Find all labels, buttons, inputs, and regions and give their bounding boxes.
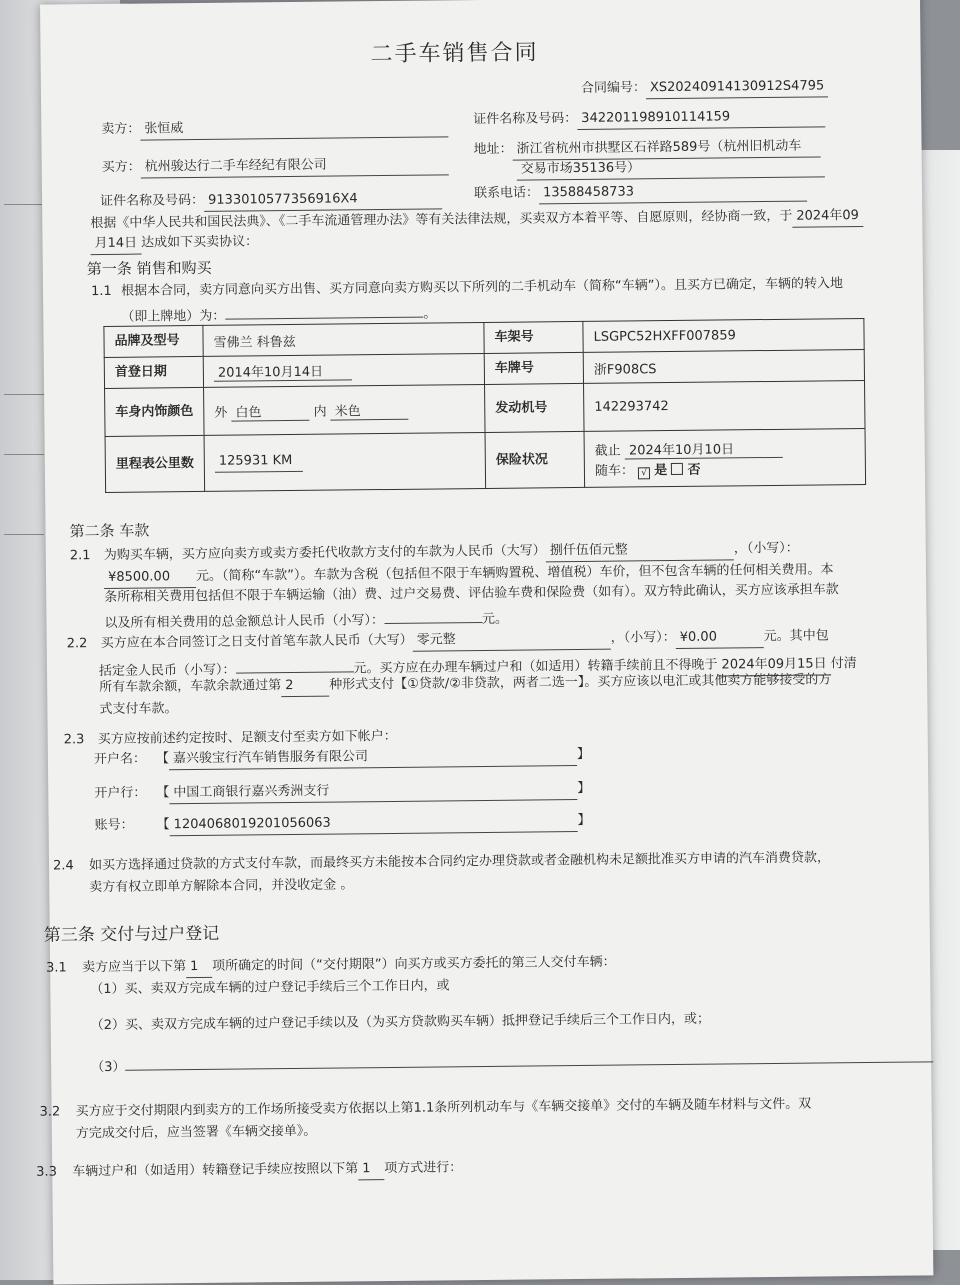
clause-3-2-line2: 方完成交付后，应当签署《车辆交接单》。 <box>75 1123 317 1142</box>
clause-3-3 <box>36 1158 462 1183</box>
payment-way: 2 <box>281 676 329 698</box>
preamble-date-day: 月14日 <box>90 234 141 256</box>
inner-color-value: 米色 <box>331 399 409 420</box>
account-number-value: 1204068019201056063 <box>170 811 578 836</box>
outer-color-value: 白色 <box>231 400 309 421</box>
insurance-with-car <box>595 457 855 480</box>
clause-text: （即上牌地）为： <box>121 308 226 325</box>
clause-2-4-line2: 卖方有权立即单方解除本合同，并没收定金 。 <box>89 877 354 896</box>
mileage-value: 125931 KM <box>215 453 303 473</box>
brand-label: 品牌及型号 <box>104 325 203 357</box>
clause-text: 元。（简称“车款”）。车款为含税（包括但不限于车辆购置税、增值税）车价，但不包含车辆的任何相关费用。本 <box>195 562 834 585</box>
yes-checkbox: √ <box>638 467 650 479</box>
document-title: 二手车销售合同 <box>370 40 539 68</box>
plate-value: 浙F908CS <box>583 349 864 383</box>
account-name-row <box>94 745 590 771</box>
outer-color-label: 外 <box>214 405 228 421</box>
bracket: 】 <box>577 780 591 797</box>
bracket: 【 <box>156 785 170 801</box>
clause-text: 以及所有相关费用的总金额总计人民币（小写）： <box>104 613 385 631</box>
contract-number-label: 合同编号： <box>580 80 647 96</box>
vin-value: LSGPC52HXFF007859 <box>583 318 864 352</box>
background-line <box>4 190 44 205</box>
down-payment-upper: 零元整 <box>413 629 611 652</box>
clause-text: 根据本合同，卖方同意向买方出售、买方同意向卖方购买以下所列的二手机动车（简称“车辆”）。且买方已确定，车辆的转入地 <box>120 276 844 299</box>
seller-row <box>101 116 448 141</box>
buyer-id-value: 9133010577356916X4 <box>204 188 442 211</box>
price-lower-value: ¥8500.00 <box>104 567 196 589</box>
account-number-label: 账号： <box>94 817 134 834</box>
clause-number: 1.1 <box>90 283 112 300</box>
clause-text: 付清 <box>830 656 857 672</box>
first-registration-value: 2014年10月14日 <box>214 360 352 381</box>
seller-value: 张恒威 <box>140 116 448 140</box>
article-1-heading: 第一条 销售和购买 <box>86 258 212 279</box>
clause-text: 为购买车辆，买方应向卖方或卖方委托代收款方支付的车款为人民币（大写） <box>103 543 546 563</box>
clause-text: 元。 <box>481 611 509 628</box>
clause-text: 买方应在本合同签订之日支付首笔车款人民币（大写） <box>100 632 413 652</box>
article-2-heading: 第二条 车款 <box>69 521 150 541</box>
contract-number <box>581 76 829 100</box>
preamble-text-end: 达成如下买卖协议： <box>140 234 259 251</box>
clause-number: 2.2 <box>66 636 88 652</box>
with-car-label: 随车： <box>594 462 635 479</box>
clause-text-end: 。 <box>423 306 437 322</box>
delivery-option: 1 <box>186 957 212 978</box>
phone-row <box>474 181 807 205</box>
clause-text: 车辆过户和（如适用）转籍登记手续应按照以下第 <box>72 1161 359 1180</box>
clause-text: 种形式支付【①贷款/②非贷款，两者二选一】。买方应该以电汇或其他卖方能够接受的方 <box>329 672 832 693</box>
seller-id-value: 342201198910114159 <box>577 106 825 130</box>
bank-value: 中国工商银行嘉兴秀洲支行 <box>169 779 577 804</box>
option-blank <box>125 1043 933 1070</box>
buyer-row <box>102 154 449 179</box>
clause-2-2-line4: 式支付车款。 <box>99 701 178 718</box>
color-label: 车身内饰颜色 <box>105 387 205 436</box>
buyer-id-row <box>100 188 442 213</box>
engine-value: 142293742 <box>584 380 865 431</box>
mileage-cell <box>204 432 486 491</box>
article-3-heading: 第三条 交付与过户登记 <box>43 923 220 946</box>
clause-text: 括定金人民币（小写）： <box>98 662 236 680</box>
plate-label: 车牌号 <box>484 352 583 384</box>
seller-id-row <box>473 106 825 131</box>
background-line <box>4 440 44 455</box>
clause-number: 2.3 <box>63 732 85 748</box>
buyer-id-label: 证件名称及号码： <box>100 192 205 209</box>
color-cell <box>204 384 485 435</box>
buyer-value: 杭州骏达行二手车经纪有限公司 <box>141 154 449 178</box>
bank-row <box>94 779 590 805</box>
clause-text: 元。其中包 <box>763 628 829 645</box>
clause-number: 2.4 <box>52 858 74 874</box>
delivery-option-1: （1）买、卖双方完成车辆的过户登记手续后三个工作日内，或 <box>90 978 450 998</box>
first-registration-label: 首登日期 <box>104 356 203 388</box>
engine-label: 发动机号 <box>485 383 584 432</box>
seller-id-label: 证件名称及号码： <box>473 110 578 128</box>
preamble-line2 <box>90 232 258 255</box>
bracket: 】 <box>576 746 591 763</box>
mileage-label: 里程表公里数 <box>105 435 205 492</box>
clause-text: 项方式进行： <box>384 1160 463 1177</box>
total-blank <box>384 604 482 624</box>
table-row <box>105 380 865 436</box>
clause-number: 3.1 <box>46 960 67 976</box>
clause-text: ，（小写）： <box>610 629 676 646</box>
insurance-label: 保险状况 <box>485 431 585 488</box>
clause-2-1-line3: 条所称相关费用包括但不限于车辆运输（油）费、过户交易费、评估验车费和保险费（如有）。双方特此确认，买方应该承担车款 <box>104 582 839 605</box>
no-label: 否 <box>687 462 701 478</box>
deposit-blank <box>235 653 353 673</box>
vin-label: 车架号 <box>484 321 583 353</box>
buyer-label: 买方： <box>101 159 141 175</box>
clause-3-2-line1 <box>40 1095 812 1123</box>
price-upper-value: 捌仟伍佰元整 <box>546 539 734 562</box>
clause-text: ，（小写）： <box>733 540 799 557</box>
insurance-until-value: 2024年10月10日 <box>625 437 783 459</box>
bracket: 【 <box>156 817 170 833</box>
address-line2: 交易市场35136号） <box>517 156 825 180</box>
clause-1-1 <box>91 274 843 302</box>
inner-color-label: 内 <box>313 404 327 420</box>
no-checkbox <box>671 462 683 474</box>
yes-label: 是 <box>654 462 668 478</box>
clause-number: 3.3 <box>36 1164 58 1180</box>
bracket: 】 <box>577 812 591 829</box>
preamble-date-year: 2024年09 <box>792 206 863 228</box>
clause-text: 项所确定的时间（“交付期限”）向买方或买方委托的第三人交付车辆： <box>212 954 616 974</box>
transfer-option: 1 <box>358 1159 384 1180</box>
contract-page <box>36 0 933 1285</box>
bank-label: 开户行： <box>94 785 147 802</box>
contract-number-value: XS20240914130912S4795 <box>646 76 829 99</box>
clause-text: 所有车款余额，车款余款通过第 <box>99 678 282 696</box>
first-registration-cell <box>203 353 484 387</box>
insurance-until <box>595 437 855 460</box>
address-row-2 <box>517 156 825 180</box>
brand-value: 雪佛兰 科鲁兹 <box>203 322 484 356</box>
clause-2-4-line1 <box>53 848 830 876</box>
option-number: （3） <box>91 1059 126 1076</box>
clause-number: 3.2 <box>39 1104 61 1120</box>
table-row <box>105 428 866 492</box>
address-label: 地址： <box>473 141 513 158</box>
payment-deadline: 2024年09月15日 <box>717 654 830 676</box>
down-payment-lower: ¥0.00 <box>676 627 764 649</box>
vehicle-table <box>103 318 866 493</box>
background-line <box>4 520 44 535</box>
clause-text: 卖方应当于以下第 <box>82 959 187 976</box>
clause-text: 买方应按前述约定按时、足额支付至卖方如下帐户： <box>97 728 397 748</box>
clause-text: 如买方选择通过贷款的方式支付车款，而最终买方未能按本合同约定办理贷款或者金融机构未足额批准买方申请的汽车消费贷款， <box>88 850 831 874</box>
phone-label: 联系电话： <box>473 185 540 202</box>
clause-text: 买方应于交付期限内到卖方的工作场所接受卖方依据以上第1.1条所列机动车与《车辆交接单》交付的车辆及随车材料与文件。双 <box>75 1096 812 1120</box>
clause-number: 2.1 <box>69 548 91 564</box>
preamble-text: 根据《中华人民共和国民法典》、《二手车流通管理办法》等有关法律法规，买卖双方本着平等、自愿原则，经协商一致，于 <box>90 208 793 232</box>
delivery-option-2: （2）买、卖双方完成车辆的过户登记手续以及（为买方贷款购买车辆）抵押登记手续后三个工作日内，或； <box>90 1011 711 1034</box>
seller-label: 卖方： <box>101 121 141 137</box>
background-line <box>4 380 44 395</box>
account-name-value: 嘉兴骏宝行汽车销售服务有限公司 <box>169 745 577 770</box>
phone-value: 13588458733 <box>539 181 807 205</box>
bracket: 【 <box>155 751 170 767</box>
account-number-row <box>95 811 591 837</box>
address-line1: 浙江省杭州市拱墅区石祥路589号（杭州旧机动车 <box>512 136 820 160</box>
clause-text: 元。买方应在办理车辆过户和（如适用）转籍手续前且不得晚于 <box>353 657 718 677</box>
destination-blank <box>225 299 423 320</box>
delivery-option-3 <box>91 1043 934 1078</box>
insurance-cell <box>584 428 866 487</box>
insurance-until-label: 截止 <box>594 443 621 459</box>
account-name-label: 开户名： <box>93 751 147 768</box>
clause-3-1 <box>46 953 616 980</box>
